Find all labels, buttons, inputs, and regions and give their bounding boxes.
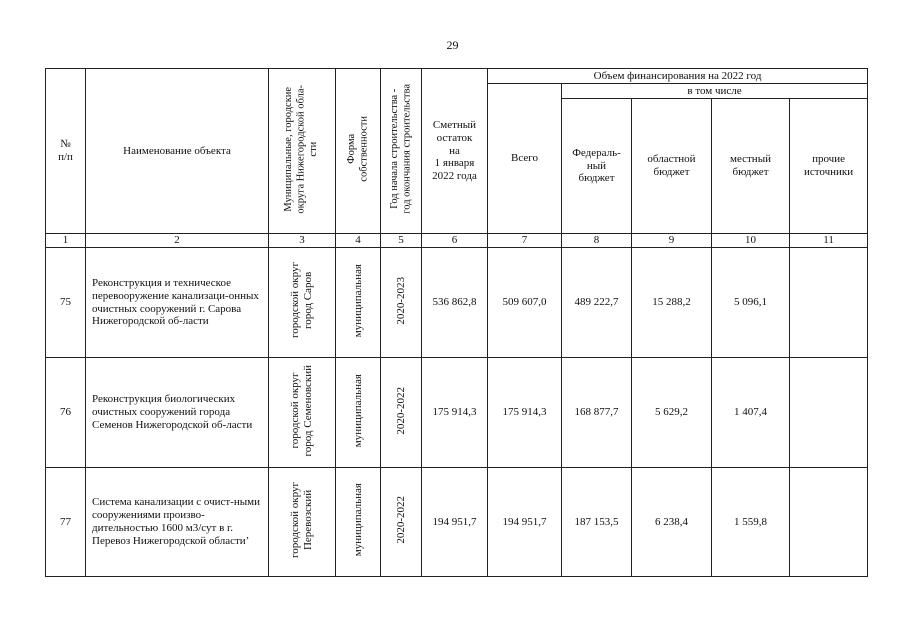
column-number: 9 bbox=[632, 234, 712, 248]
local-value: 5 096,1 bbox=[712, 248, 790, 358]
ownership: муниципальная bbox=[351, 483, 364, 557]
total-value: 509 607,0 bbox=[488, 248, 562, 358]
municipality: городской округ город Семеновский bbox=[289, 364, 314, 457]
header-including: в том числе bbox=[562, 84, 868, 99]
table-row bbox=[46, 248, 868, 358]
column-number: 4 bbox=[336, 234, 381, 248]
ownership-cell bbox=[336, 248, 381, 358]
federal-value: 187 153,5 bbox=[562, 468, 632, 577]
total-value: 175 914,3 bbox=[488, 358, 562, 468]
municipality-cell bbox=[269, 358, 336, 468]
years-cell bbox=[381, 358, 422, 468]
object-name: Реконструкция и техническое перевооружение канализаци-онных очистных сооружений г. Сарова Нижегородской об-ласти bbox=[86, 248, 269, 358]
regional-value: 5 629,2 bbox=[632, 358, 712, 468]
header-row-1 bbox=[46, 69, 868, 84]
header-total: Всего bbox=[488, 84, 562, 234]
header-other: прочие источники bbox=[790, 99, 868, 234]
row-num: 77 bbox=[46, 468, 86, 577]
header-ownership-cell bbox=[336, 69, 381, 234]
municipality: городской округ Перевозский bbox=[289, 481, 314, 559]
balance-value: 536 862,8 bbox=[422, 248, 488, 358]
column-number: 5 bbox=[381, 234, 422, 248]
object-name: Система канализации с очист-ными сооружениями произво-дительностью 1600 м3/сут в г. Перевоз Нижегородской области’ bbox=[86, 468, 269, 577]
federal-value: 489 222,7 bbox=[562, 248, 632, 358]
column-number: 3 bbox=[269, 234, 336, 248]
regional-value: 6 238,4 bbox=[632, 468, 712, 577]
header-num: № п/п bbox=[46, 69, 86, 234]
ownership: муниципальная bbox=[351, 373, 364, 448]
table-row bbox=[46, 468, 868, 577]
column-number: 6 bbox=[422, 234, 488, 248]
total-value: 194 951,7 bbox=[488, 468, 562, 577]
construction-years: 2020-2022 bbox=[394, 386, 407, 435]
municipality: городской округ город Саров bbox=[289, 262, 314, 339]
header-local: местный бюджет bbox=[712, 99, 790, 234]
header-years: Год начала строительства - год окончания строительства bbox=[388, 84, 412, 214]
municipality-cell bbox=[269, 468, 336, 577]
local-value: 1 559,8 bbox=[712, 468, 790, 577]
construction-years: 2020-2023 bbox=[394, 276, 407, 325]
column-number: 1 bbox=[46, 234, 86, 248]
row-num: 75 bbox=[46, 248, 86, 358]
construction-years: 2020-2022 bbox=[394, 496, 407, 544]
table-row bbox=[46, 358, 868, 468]
column-number: 8 bbox=[562, 234, 632, 248]
balance-value: 175 914,3 bbox=[422, 358, 488, 468]
ownership: муниципальная bbox=[351, 263, 364, 338]
other-value bbox=[790, 358, 868, 468]
header-municipality: Муниципальные, городские округа Нижегородской обла- сти bbox=[283, 84, 320, 214]
header-name: Наименование объекта bbox=[86, 69, 269, 234]
object-name: Реконструкция биологических очистных сооружений города Семенов Нижегородской об-ласти bbox=[86, 358, 269, 468]
header-federal: Федераль- ный бюджет bbox=[562, 99, 632, 234]
ownership-cell bbox=[336, 468, 381, 577]
header-balance: Сметный остаток на 1 января 2022 года bbox=[422, 69, 488, 234]
column-number: 2 bbox=[86, 234, 269, 248]
header-municipality-cell bbox=[269, 69, 336, 234]
column-number: 10 bbox=[712, 234, 790, 248]
row-num: 76 bbox=[46, 358, 86, 468]
header-years-cell bbox=[381, 69, 422, 234]
page-number: 29 bbox=[446, 38, 459, 52]
other-value bbox=[790, 248, 868, 358]
regional-value: 15 288,2 bbox=[632, 248, 712, 358]
financing-table bbox=[45, 68, 868, 577]
federal-value: 168 877,7 bbox=[562, 358, 632, 468]
other-value bbox=[790, 468, 868, 577]
municipality-cell bbox=[269, 248, 336, 358]
years-cell bbox=[381, 468, 422, 577]
header-funding-total: Объем финансирования на 2022 год bbox=[488, 69, 868, 84]
column-number: 11 bbox=[790, 234, 868, 248]
column-number-row bbox=[46, 234, 868, 248]
header-ownership: Форма собственности bbox=[345, 116, 369, 182]
header-regional: областной бюджет bbox=[632, 99, 712, 234]
balance-value: 194 951,7 bbox=[422, 468, 488, 577]
column-number: 7 bbox=[488, 234, 562, 248]
ownership-cell bbox=[336, 358, 381, 468]
local-value: 1 407,4 bbox=[712, 358, 790, 468]
years-cell bbox=[381, 248, 422, 358]
